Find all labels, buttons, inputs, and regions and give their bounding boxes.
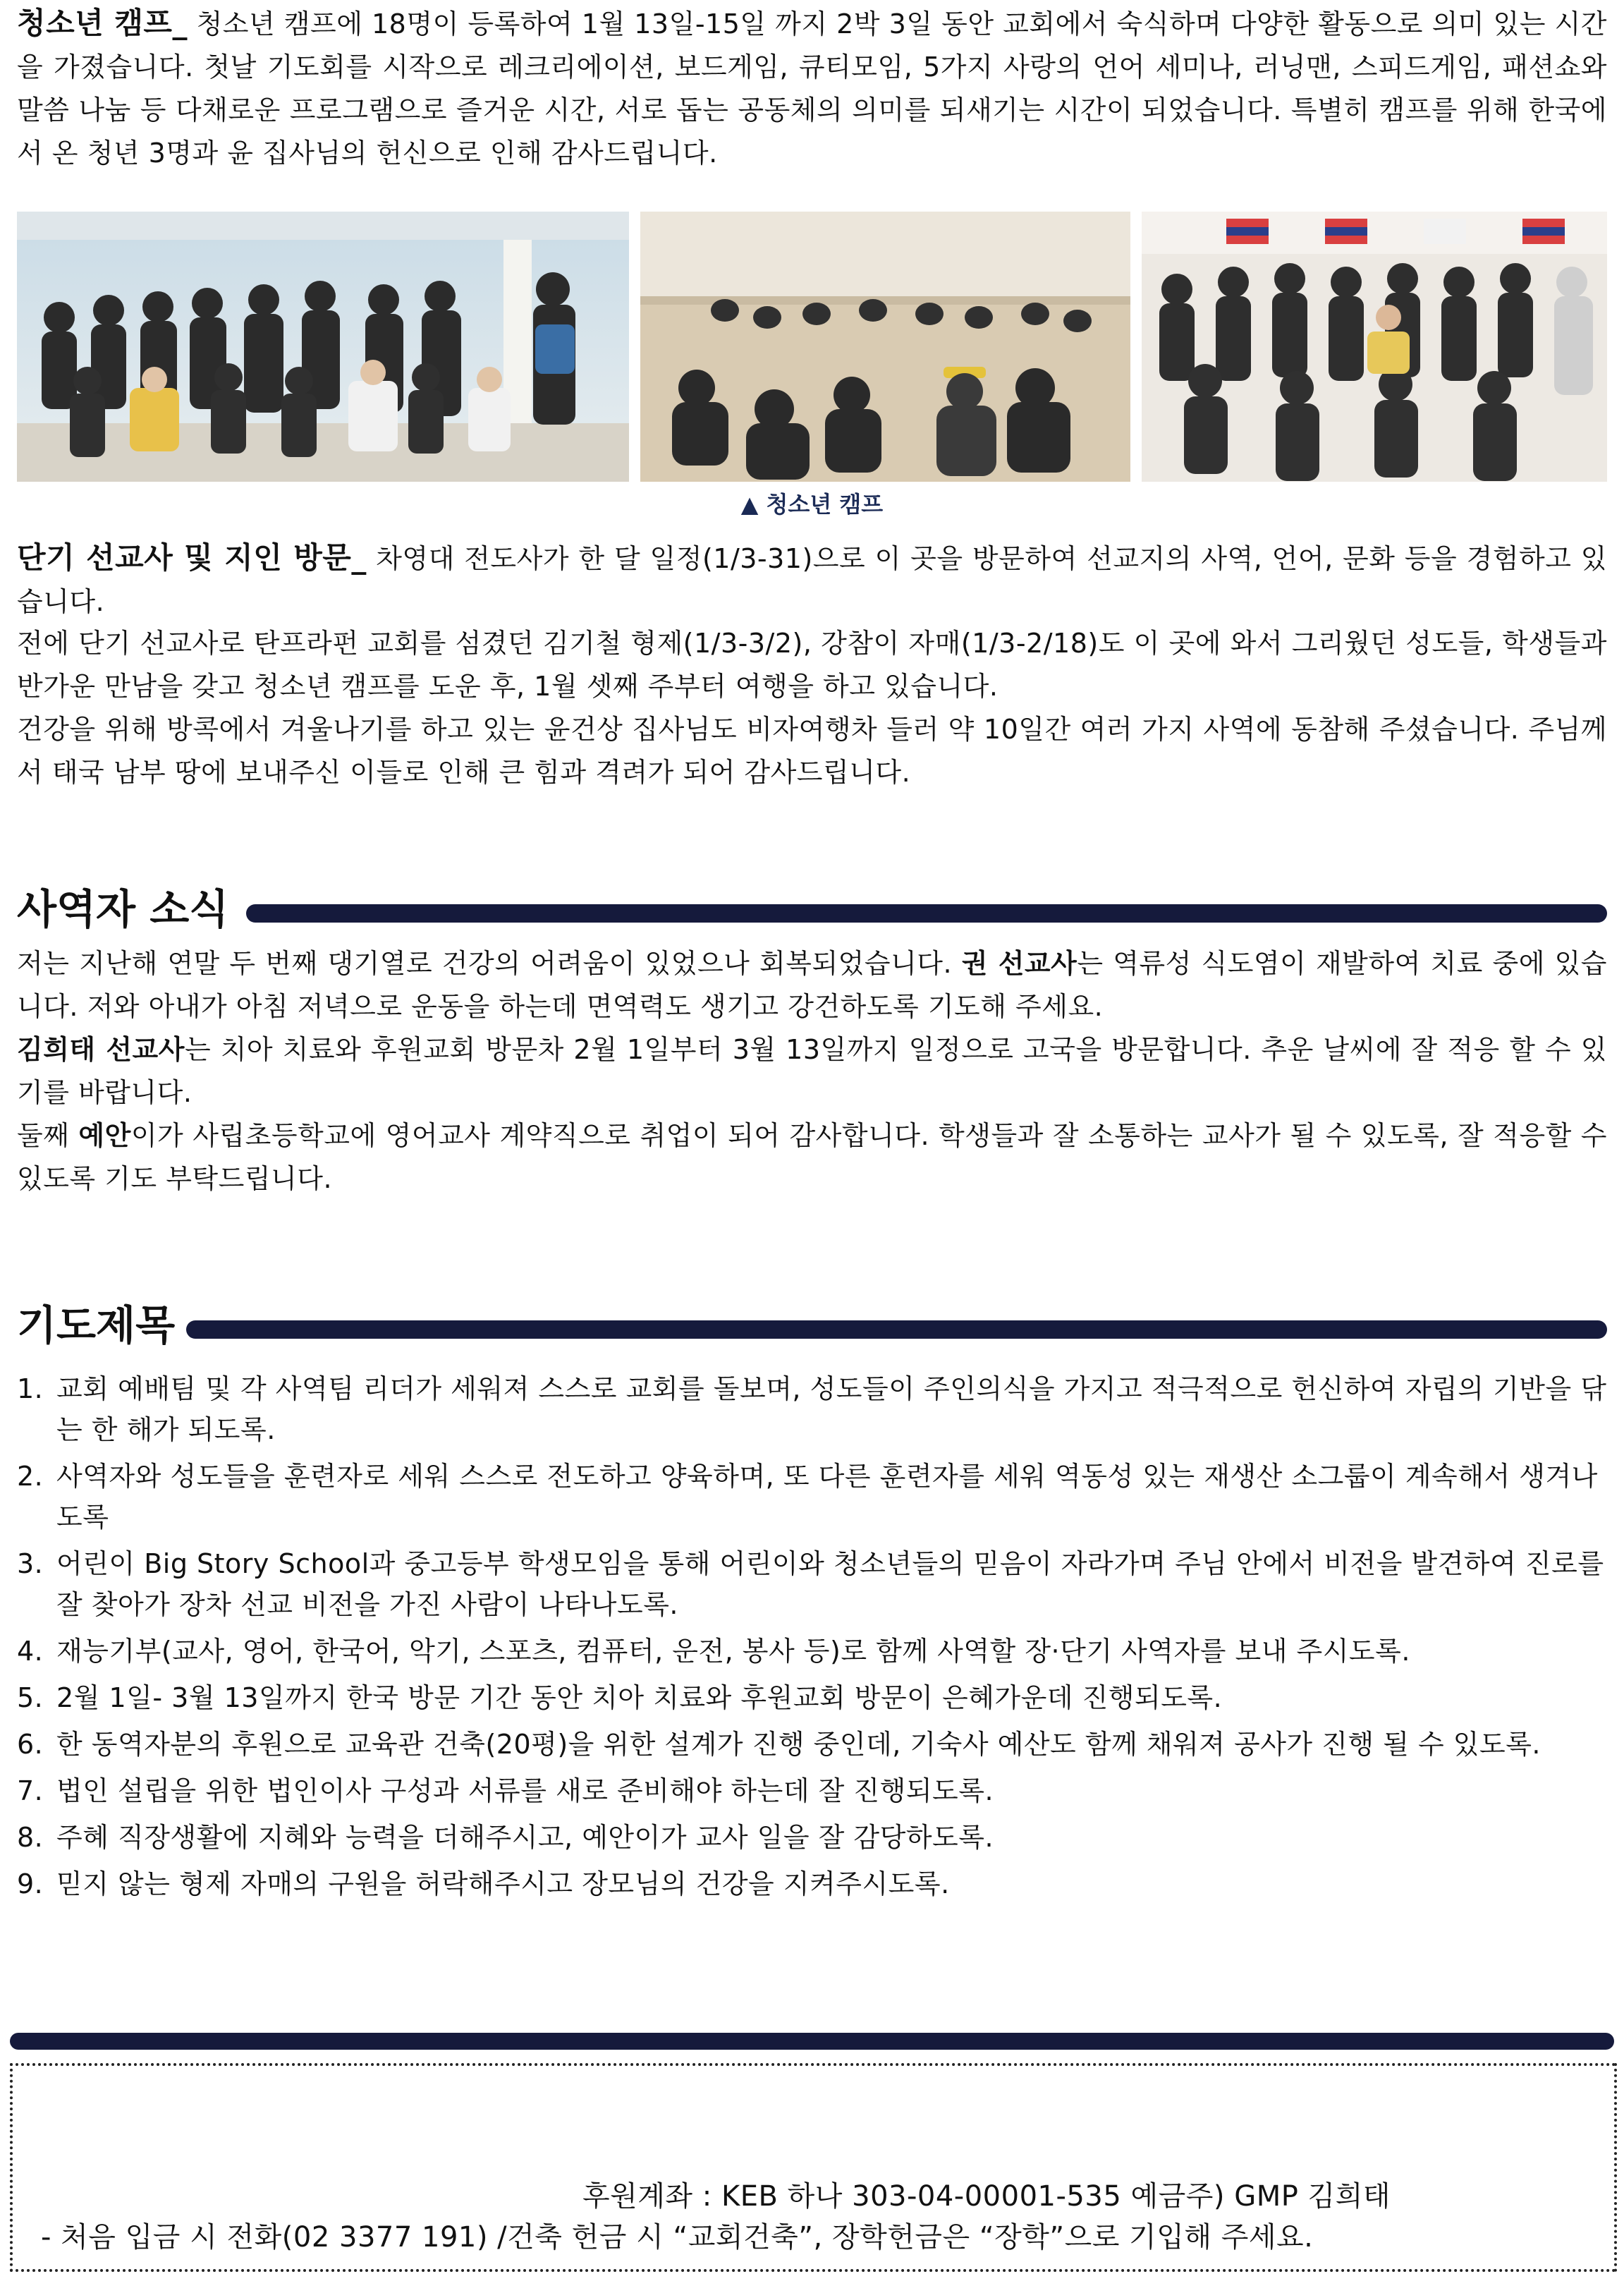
camp-photo-group-outdoor (17, 212, 629, 482)
worker-news-p3-c: 이가 사립초등학교에 영어교사 계약직으로 취업이 되어 감사합니다. 학생들과 잘 소통하는 교사가 될 수 있도록, 잘 적응할 수 있도록 기도 부탁드립니다. (17, 1120, 1607, 1194)
prayer-item (17, 1770, 1607, 1811)
prayer-item-text: 주혜 직장생활에 지혜와 능력을 더해주시고, 예안이가 교사 일을 잘 감당하도록. (56, 1822, 994, 1853)
worker-news-header (17, 882, 1607, 938)
camp-lead: 청소년 캠프_ (17, 6, 188, 40)
worker-news-paragraph-3 (17, 1114, 1607, 1200)
prayer-item-text: 재능기부(교사, 영어, 한국어, 악기, 스포츠, 컴퓨터, 운전, 봉사 등)로 함께 사역할 장·단기 사역자를 보내 주시도록. (56, 1636, 1410, 1667)
prayer-item (17, 1368, 1607, 1450)
prayer-item-text: 법인 설립을 위한 법인이사 구성과 서류를 새로 준비해야 하는데 잘 진행되도록. (56, 1775, 994, 1806)
prayer-item (17, 1863, 1607, 1904)
visit-paragraph-1 (17, 536, 1607, 624)
worker-news-paragraph-2 (17, 1028, 1607, 1114)
worker-news-bar (246, 904, 1607, 923)
worker-news-p2-name: 김희태 선교사 (17, 1034, 185, 1065)
prayer-title: 기도제목 (17, 1301, 176, 1349)
visit-text-1: 차영대 전도사가 한 달 일정(1/3-31)으로 이 곳을 방문하여 선교지의 사역, 언어, 문화 등을 경험하고 있습니다. (17, 543, 1607, 617)
prayer-item (17, 1631, 1607, 1672)
visit-paragraph-3: 건강을 위해 방콕에서 겨울나기를 하고 있는 윤건상 집사님도 비자여행차 들러 약 10일간 여러 가지 사역에 동참해 주셨습니다. 주님께서 태국 남부 땅에 보내주신 이들로 인해 큰 힘과 격려가 되어 감사드립니다. (17, 714, 1607, 788)
prayer-item-number: 5. (17, 1682, 44, 1713)
prayer-item-number: 2. (17, 1461, 44, 1492)
prayer-item-text: 한 동역자분의 후원으로 교육관 건축(20평)을 위한 설계가 진행 중인데, 기숙사 예산도 함께 채워져 공사가 진행 될 수 있도록. (56, 1729, 1541, 1760)
worker-news-p3-a: 둘째 (17, 1120, 79, 1151)
prayer-item-number: 6. (17, 1729, 44, 1760)
camp-text: 청소년 캠프에 18명이 등록하여 1월 13일-15일 까지 2박 3일 동안 교회에서 숙식하며 다양한 활동으로 의미 있는 시간을 가졌습니다. 첫날 기도회를 시작으로 레크리에이션, 보드게임, 큐티모임, 5가지 사랑의 언어 세미나, 러닝맨, 스피드게임, 패션쇼와 말씀 나눔 등 다채로운 프로그램으로 즐거운 시간, 서로 돕는 공동체의 의미를 되새기는 시간이 되었습니다. 특별히 캠프를 위해 한국에서 온 청년 3명과 윤 집사님의 헌신으로 인해 감사드립니다. (17, 8, 1608, 169)
prayer-item-number: 9. (17, 1868, 44, 1899)
worker-news-p2-b: 는 치아 치료와 후원교회 방문차 2월 1일부터 3월 13일까지 일정으로 고국을 방문합니다. 추운 날씨에 잘 적응 할 수 있기를 바랍니다. (17, 1034, 1607, 1108)
prayer-item-text: 사역자와 성도들을 훈련자로 세워 스스로 전도하고 양육하며, 또 다른 훈련자를 세워 역동성 있는 재생산 소그룹이 계속해서 생겨나도록 (56, 1461, 1598, 1533)
worker-news-p1-c: 는 역류성 식도염이 재발하여 치료 중에 있습니다. 저와 아내가 아침 저녁으로 운동을 하는데 면역력도 생기고 강건하도록 기도해 주세요. (17, 948, 1607, 1022)
camp-photo-circle-game (640, 212, 1130, 482)
worker-news-title: 사역자 소식 (17, 885, 229, 933)
prayer-item-number: 1. (17, 1373, 44, 1404)
visit-paragraph-2: 전에 단기 선교사로 탄프라펀 교회를 섬겼던 김기철 형제(1/3-3/2), 강참이 자매(1/3-2/18)도 이 곳에 와서 그리웠던 성도들, 학생들과 반가운 만남을 갖고 청소년 캠프를 도운 후, 1월 셋째 주부터 여행을 하고 있습니다. (17, 628, 1607, 702)
footer-divider-bar (10, 2033, 1614, 2050)
camp-paragraph (17, 1, 1607, 175)
worker-news-p1-name: 권 선교사 (961, 948, 1077, 979)
prayer-bar (186, 1320, 1607, 1339)
prayer-item-number: 8. (17, 1822, 44, 1853)
prayer-item-number: 4. (17, 1636, 44, 1667)
prayer-list (17, 1368, 1607, 1910)
prayer-item (17, 1724, 1607, 1765)
prayer-item-text: 어린이 Big Story School과 중고등부 학생모임을 통해 어린이와 청소년들의 믿음이 자라가며 주님 안에서 비전을 발견하여 진로를 잘 찾아가 장차 선교 비전을 가진 사람이 나타나도록. (56, 1548, 1604, 1620)
prayer-item-text: 믿지 않는 형제 자매의 구원을 허락해주시고 장모님의 건강을 지켜주시도록. (56, 1868, 950, 1899)
worker-news-p1-a: 저는 지난해 연말 두 번째 댕기열로 건강의 어려움이 있었으나 회복되었습니다. (17, 948, 962, 979)
prayer-item (17, 1817, 1607, 1858)
footer-note: - 처음 입금 시 전화(02 3377 191) /건축 헌금 시 “교회건축”, 장학헌금은 “장학”으로 기입해 주세요. (41, 2221, 1314, 2254)
prayer-item-number: 7. (17, 1775, 44, 1806)
prayer-item-number: 3. (17, 1548, 44, 1579)
visit-lead: 단기 선교사 및 지인 방문_ (17, 540, 367, 575)
worker-news-p3-name: 예안 (78, 1120, 131, 1151)
prayer-item (17, 1543, 1607, 1625)
camp-photo-caption: ▲ 청소년 캠프 (740, 491, 884, 518)
camp-photo-group-indoor (1142, 212, 1607, 482)
worker-news-paragraph-1 (17, 942, 1607, 1028)
prayer-item (17, 1677, 1607, 1718)
footer-account: 후원계좌 : KEB 하나 303-04-00001-535 예금주) GMP 김희태 (582, 2180, 1391, 2213)
prayer-item (17, 1456, 1607, 1538)
prayer-item-text: 교회 예배팀 및 각 사역팀 리더가 세워져 스스로 교회를 돌보며, 성도들이 주인의식을 가지고 적극적으로 헌신하여 자립의 기반을 닦는 한 해가 되도록. (56, 1373, 1607, 1445)
prayer-item-text: 2월 1일- 3월 13일까지 한국 방문 기간 동안 치아 치료와 후원교회 방문이 은혜가운데 진행되도록. (56, 1682, 1223, 1713)
prayer-header (17, 1298, 1607, 1354)
camp-photos (17, 212, 1607, 482)
